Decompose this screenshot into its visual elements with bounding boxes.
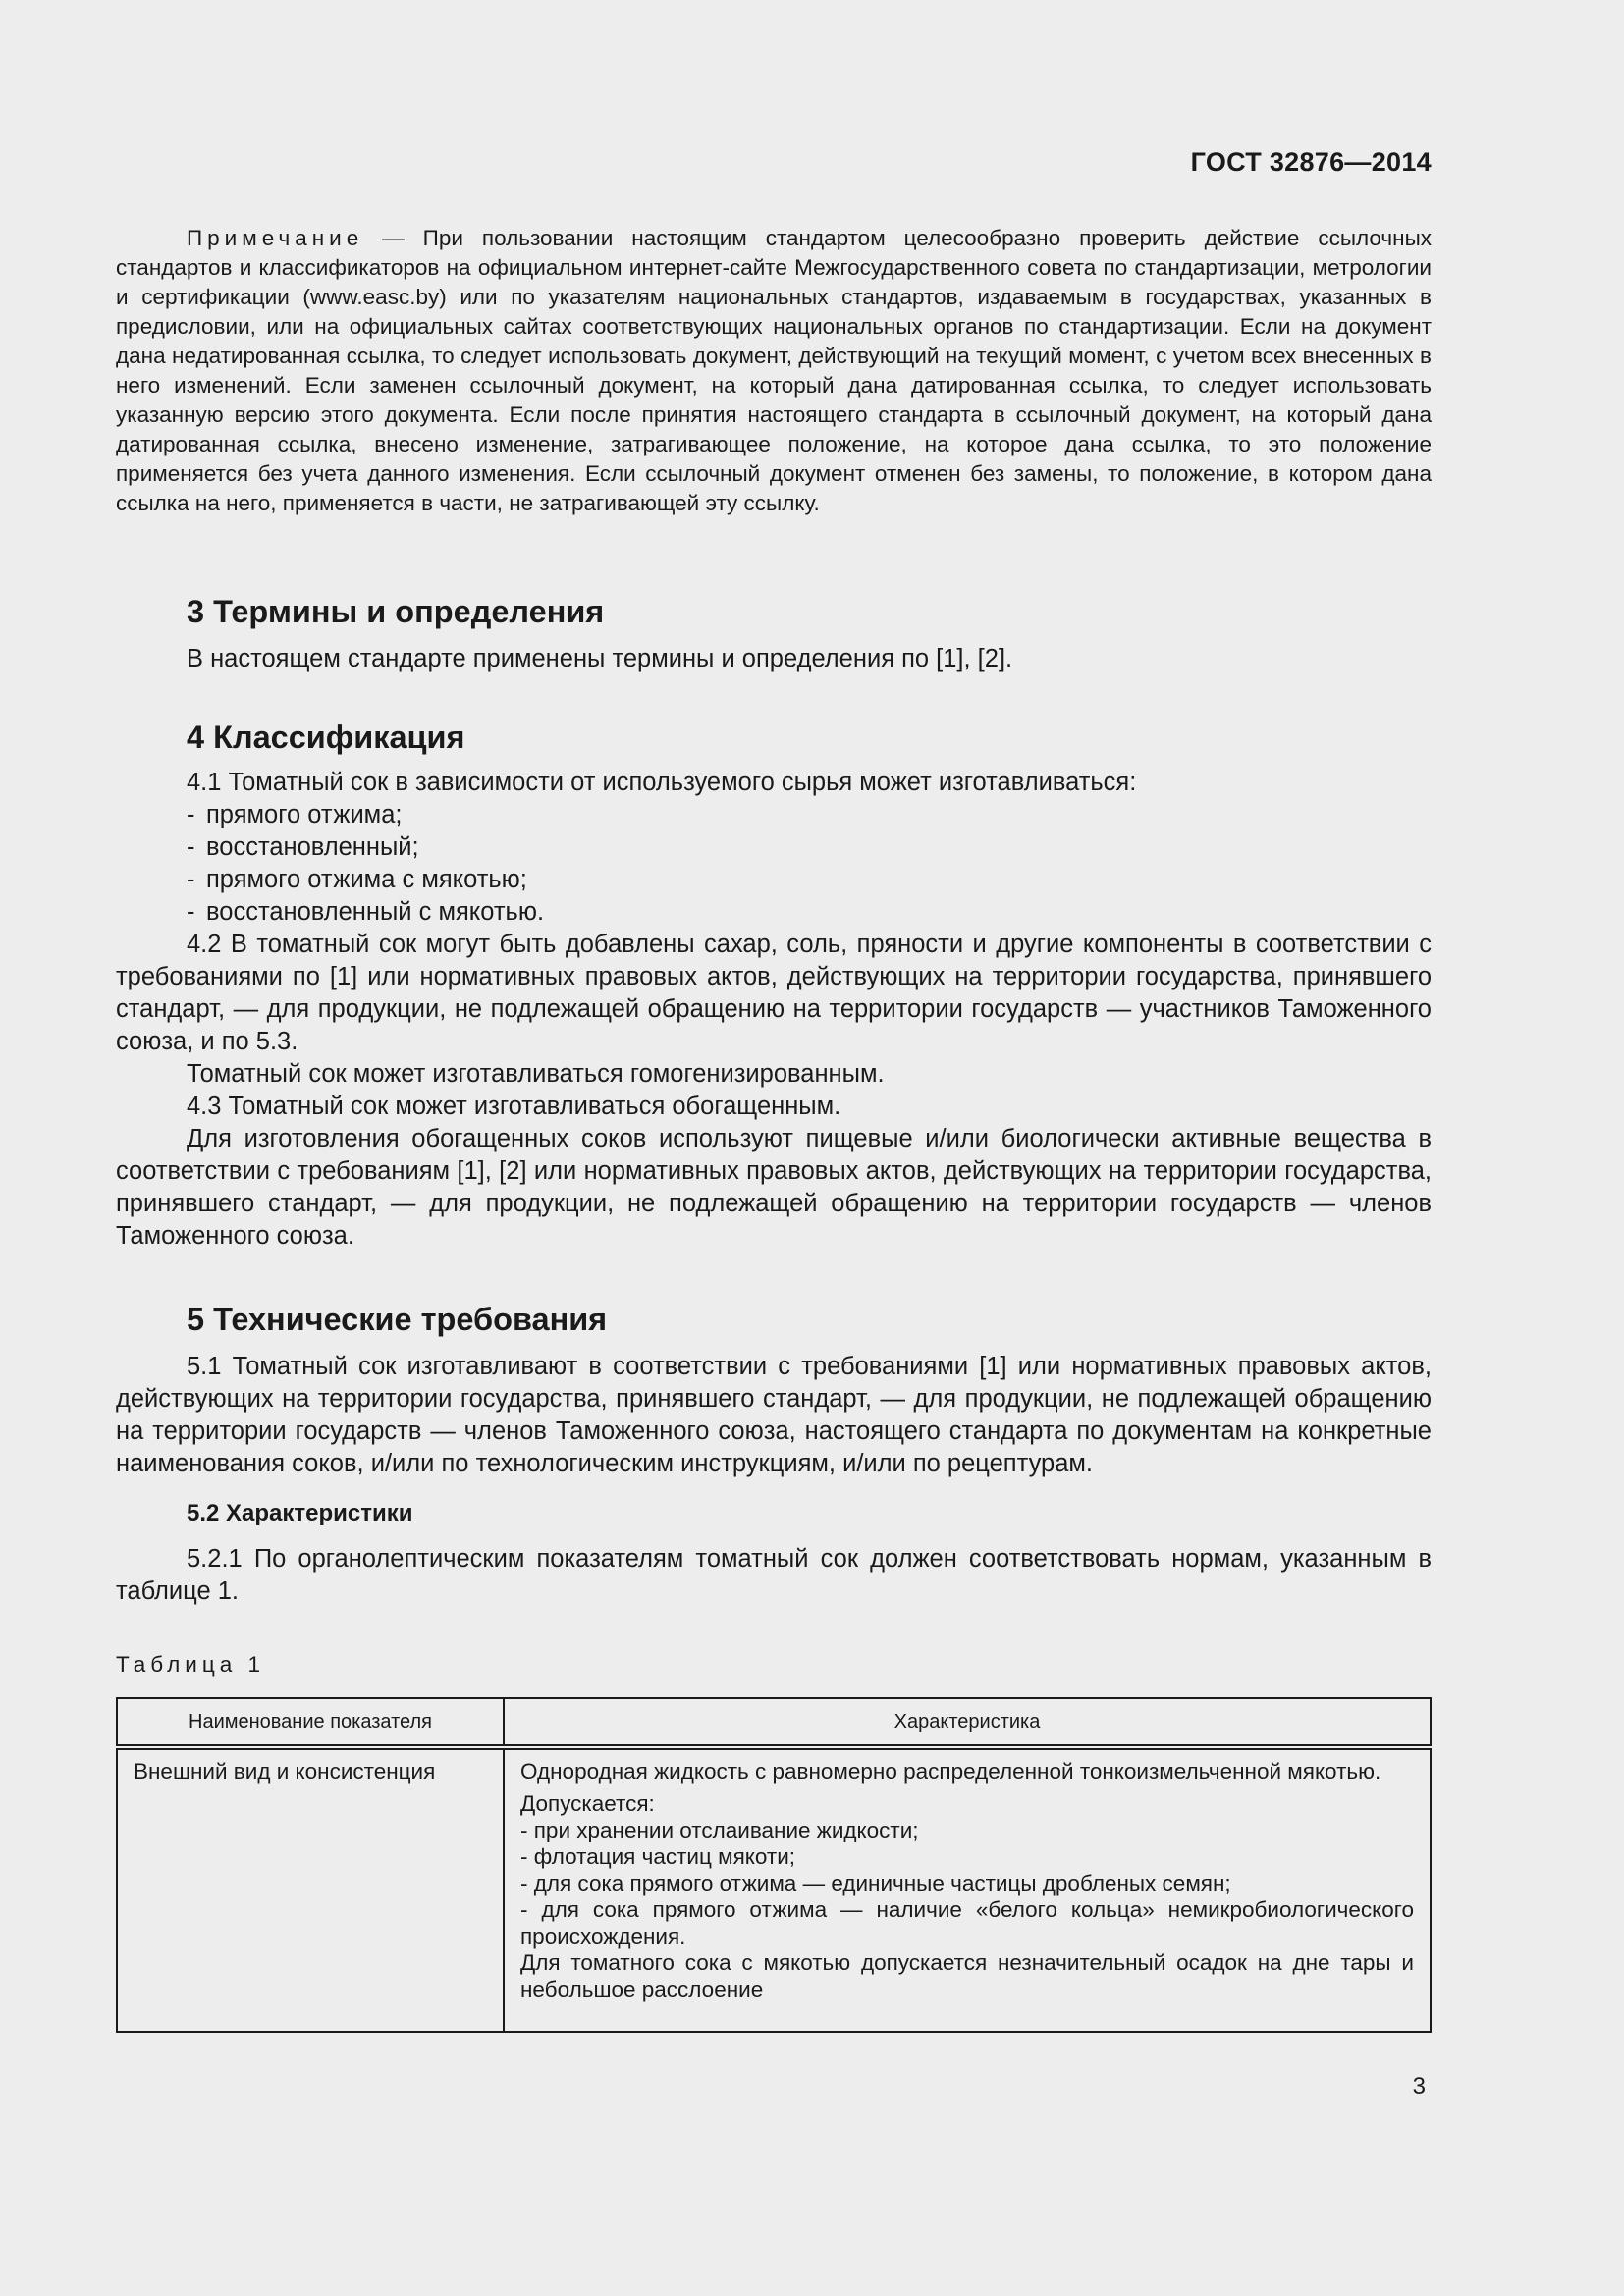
reference-note [116,224,1432,518]
section-3 [116,592,1432,675]
section-4-title: 4 Классификация [187,720,465,755]
list-item: - прямого отжима; [116,799,1432,831]
list-item: - прямого отжима с мякотью; [116,864,1432,896]
homogenized-text: Томатный сок может изготавливаться гомогенизированным. [187,1060,885,1088]
table-1-block [116,1652,1432,2033]
clause-4-3: 4.3 Томатный сок может изготавливаться обогащенным. [187,1093,841,1120]
characteristic-description: Однородная жидкость с равномерно распределенной тонкоизмельченной мякотью. [520,1759,1381,1784]
section-5 [116,1300,1432,1608]
indicator-name-cell: Внешний вид и консистенция [117,1747,504,2032]
section-3-text: В настоящем стандарте применены термины и определения по [1], [2]. [187,645,1013,672]
header-indicator-name: Наименование показателя [117,1698,504,1747]
enriched-text: Для изготовления обогащенных соков используют пищевые и/или биологически активные вещества в соответствии с требованиям [1], [2] или нормативных правовых актов, действующих на территории государства, принявшего стандарт, — для продукции, не подлежащей обращению на территории государств — членов Таможенного союза. [116,1125,1432,1250]
list-item: - флотация частиц мякоти; [520,1844,796,1869]
clause-5-2-1: 5.2.1 По органолептическим показателям томатный сок должен соответствовать нормам, указанным в таблице 1. [116,1545,1432,1605]
characteristics-table [116,1697,1432,2033]
list-item: - восстановленный; [116,831,1432,864]
section-4 [116,718,1432,1253]
list-item: - при хранении отслаивание жидкости; [520,1818,919,1842]
pulp-note: Для томатного сока с мякотью допускается незначительный осадок на дне тары и небольшое расслоение [520,1950,1414,2002]
note-paragraph [116,224,1432,518]
page-number: 3 [1412,2073,1426,2100]
note-text: При пользовании настоящим стандартом целесообразно проверить действие ссылочных стандартов и классификаторов на официальном интернет-сайте Межгосударственного совета по стандартизации, метрологии и сертификации (www.easc.by) или по указателям национальных стандартов, издаваемым в государствах, указанных в предисловии, или на официальных сайтах соответствующих национальных органов по стандартизации. Если на документ дана недатированная ссылка, то следует использовать документ, действующий на текущий момент, с учетом всех внесенных в него изменений. Если заменен ссылочный документ, на который дана датированная ссылка, то следует использовать указанную версию этого документа. Если после принятия настоящего стандарта в ссылочный документ, на который дана датированная ссылка, внесено изменение, затрагивающее положение, на которое дана ссылка, то это положение применяется без учета данного изменения. Если ссылочный документ отменен без замены, то положение, в котором дана ссылка на него, применяется в части, не затрагивающей эту ссылку. [116,226,1432,515]
table-header-row [117,1698,1431,1747]
note-label: Примечание [187,226,364,250]
section-5-title: 5 Технические требования [187,1302,608,1337]
list-item: - для сока прямого отжима — единичные частицы дробленых семян; [520,1871,1231,1896]
list-item: - восстановленный с мякотью. [116,896,1432,929]
subsection-5-2-title: 5.2 Характеристики [187,1500,413,1526]
table-row [117,1747,1431,2032]
allowed-list [520,1817,1414,1949]
characteristic-cell [504,1747,1431,2032]
header-characteristic: Характеристика [504,1698,1431,1747]
table-caption: Таблица 1 [116,1652,265,1677]
list-item: - для сока прямого отжима — наличие «белого кольца» немикробиологического происхождения. [520,1897,1414,1949]
standard-code: ГОСТ 32876—2014 [1190,147,1432,177]
note-dash: — [363,226,423,250]
clause-5-1: 5.1 Томатный сок изготавливают в соответствии с требованиями [1] или нормативных правовых актов, действующих на территории государства, принявшего стандарт, — для продукции, не подлежащей обращению на территории государств — членов Таможенного союза, настоящего стандарта по документам на конкретные наименования соков, и/или по технологическим инструкциям, и/или по рецептурам. [116,1353,1432,1477]
section-3-title: 3 Термины и определения [187,594,605,629]
allowed-label: Допускается: [520,1791,655,1816]
juice-type-list [116,799,1432,929]
clause-4-1: 4.1 Томатный сок в зависимости от используемого сырья может изготавливаться: [187,769,1137,796]
clause-4-2: 4.2 В томатный сок могут быть добавлены сахар, соль, пряности и другие компоненты в соответствии с требованиями по [1] или нормативных правовых актов, действующих на территории государства, принявшего стандарт, — для продукции, не подлежащей обращению на территории государств — участников Таможенного союза, и по 5.3. [116,931,1432,1055]
